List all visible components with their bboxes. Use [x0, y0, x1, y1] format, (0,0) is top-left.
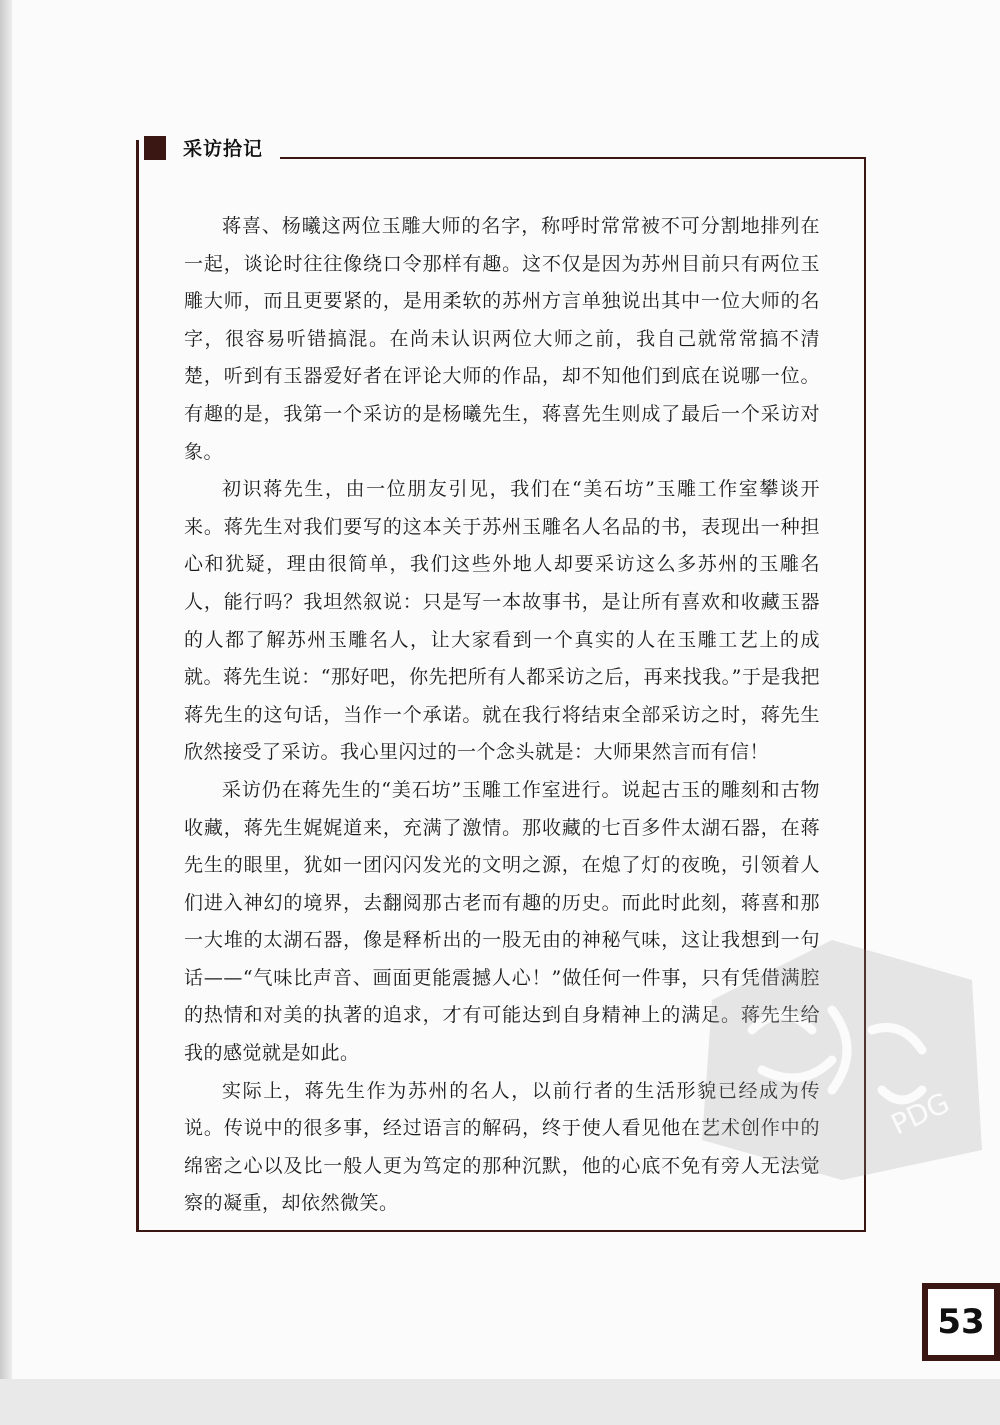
paragraph-3: 采访仍在蒋先生的“美石坊”玉雕工作室进行。说起古玉的雕刻和古物收藏，蒋先生娓娓道来，充满了激情。那收藏的七百多件太湖石器，在蒋先生的眼里，犹如一团闪闪发光的文明之源，在熄了灯的夜晚，引领着人们进入神幻的境界，去翻阅那古老而有趣的历史。而此时此刻，蒋喜和那一大堆的太湖石器，像是释析出的一股无由的神秘气味，这让我想到一句话——“气味比声音、画面更能震撼人心！”做任何一件事，只有凭借满腔的热情和对美的执著的追求，才有可能达到自身精神上的满足。蒋先生给我的感觉就是如此。	[184, 778, 820, 1065]
watermark-label: PDG	[886, 1086, 955, 1142]
scan-bottom-strip	[0, 1379, 1000, 1425]
body-text	[184, 208, 820, 1223]
section-marker-block	[144, 136, 166, 160]
paragraph-1: 蒋喜、杨曦这两位玉雕大师的名字，称呼时常常被不可分割地排列在一起，谈论时往往像绕口令那样有趣。这不仅是因为苏州目前只有两位玉雕大师，而且更要紧的，是用柔软的苏州方言单独说出其中一位大师的名字，很容易听错搞混。在尚未认识两位大师之前，我自己就常常搞不清楚，听到有玉器爱好者在评论大师的作品，却不知他们到底在说哪一位。有趣的是，我第一个采访的是杨曦先生，蒋喜先生则成了最后一个采访对象。	[184, 215, 820, 463]
page-number: 53	[928, 1289, 994, 1355]
paragraph-4: 实际上，蒋先生作为苏州的名人，以前行者的生活形貌已经成为传说。传说中的很多事，经过语言的解码，终于使人看见他在艺术创作中的绵密之心以及比一般人更为笃定的那种沉默，他的心底不免有旁人无法觉察的凝重，却依然微笑。	[184, 1079, 820, 1215]
paragraph-2: 初识蒋先生，由一位朋友引见，我们在“美石坊”玉雕工作室攀谈开来。蒋先生对我们要写的这本关于苏州玉雕名人名品的书，表现出一种担心和犹疑，理由很简单，我们这些外地人却要采访这么多苏州的玉雕名人，能行吗？我坦然叙说：只是写一本故事书，是让所有喜欢和收藏玉器的人都了解苏州玉雕名人，让大家看到一个真实的人在玉雕工艺上的成就。蒋先生说：“那好吧，你先把所有人都采访之后，再来找我。”于是我把蒋先生的这句话，当作一个承诺。就在我行将结束全部采访之时，蒋先生欣然接受了采访。我心里闪过的一个念头就是：大师果然言而有信！	[184, 478, 820, 764]
page-binding-edge	[0, 0, 12, 1425]
section-title: 采访拾记	[183, 138, 264, 160]
frame-top-left-rule	[136, 140, 139, 160]
page-number-box	[922, 1283, 1000, 1361]
